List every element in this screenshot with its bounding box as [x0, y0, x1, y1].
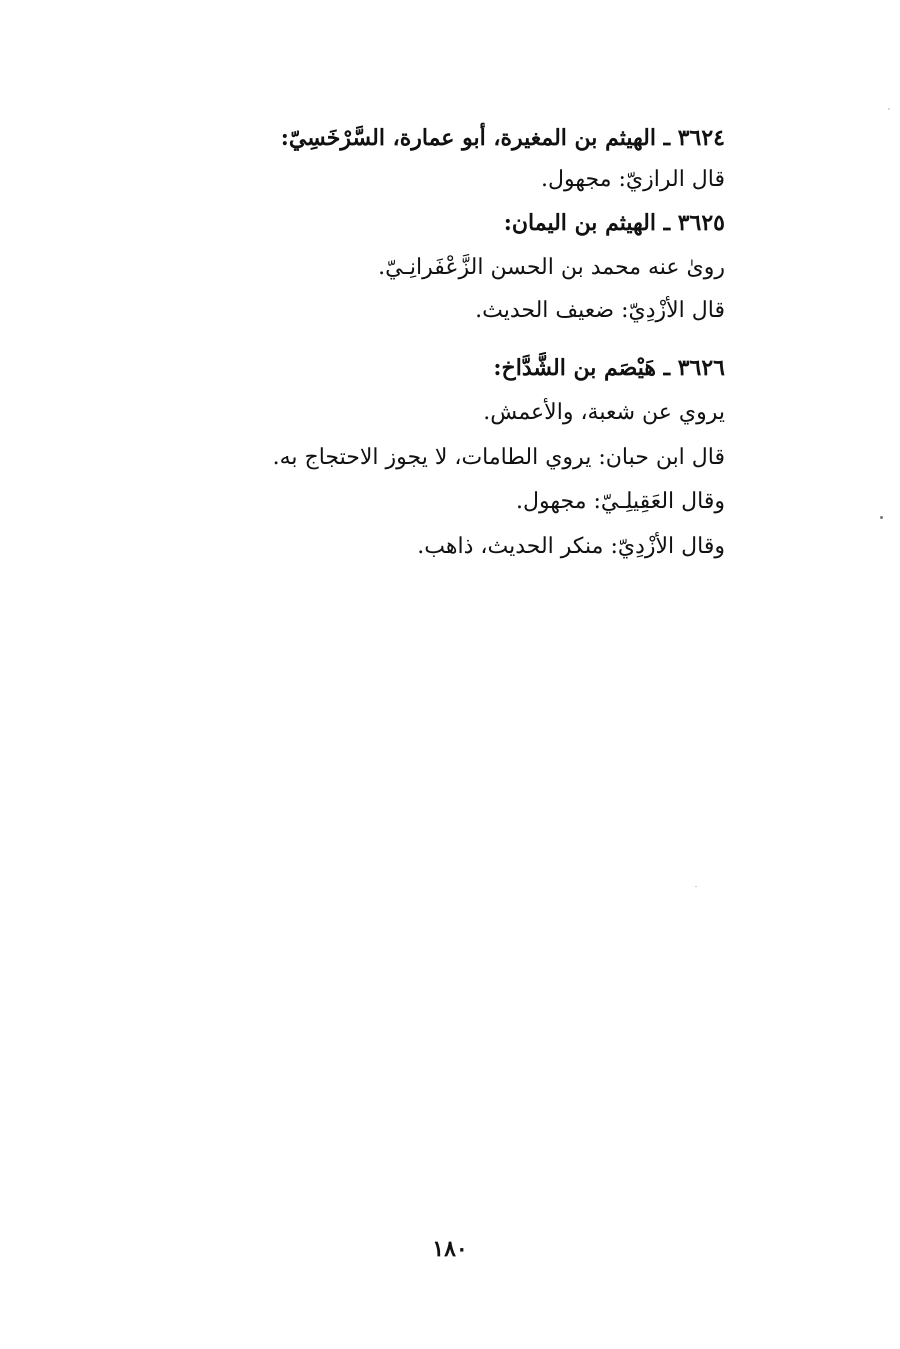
- entry-heading: ٣٦٢٦ ـ هَيْصَم بن الشَّدَّاخ:: [493, 355, 725, 381]
- entry-text-line: يروي عن شعبة، والأعمش.: [483, 400, 725, 425]
- scan-speck: [695, 886, 697, 887]
- entry-text-line: قال الرازيّ: مجهول.: [541, 167, 725, 192]
- entry-text-line: روىٰ عنه محمد بن الحسن الزَّعْفَرانِـيّ.: [378, 255, 725, 280]
- page-number: ١٨٠: [432, 1236, 468, 1262]
- entry-text-line: وقال العَقِيلِـيّ: مجهول.: [516, 489, 725, 514]
- entry-heading: ٣٦٢٤ ـ الهيثم بن المغيرة، أبو عمارة، السَّرْخَسِيّ:: [280, 125, 725, 151]
- entry-text-line: قال ابن حبان: يروي الطامات، لا يجوز الاحتجاج به.: [272, 445, 725, 470]
- entry-heading: ٣٦٢٥ ـ الهيثم بن اليمان:: [503, 210, 725, 236]
- entry-text-line: وقال الأزْدِيّ: منكر الحديث، ذاهب.: [417, 534, 725, 559]
- scan-speck: [880, 516, 883, 519]
- scan-speck: [888, 108, 890, 110]
- entry-text-line: قال الأزْدِيّ: ضعيف الحديث.: [475, 298, 725, 323]
